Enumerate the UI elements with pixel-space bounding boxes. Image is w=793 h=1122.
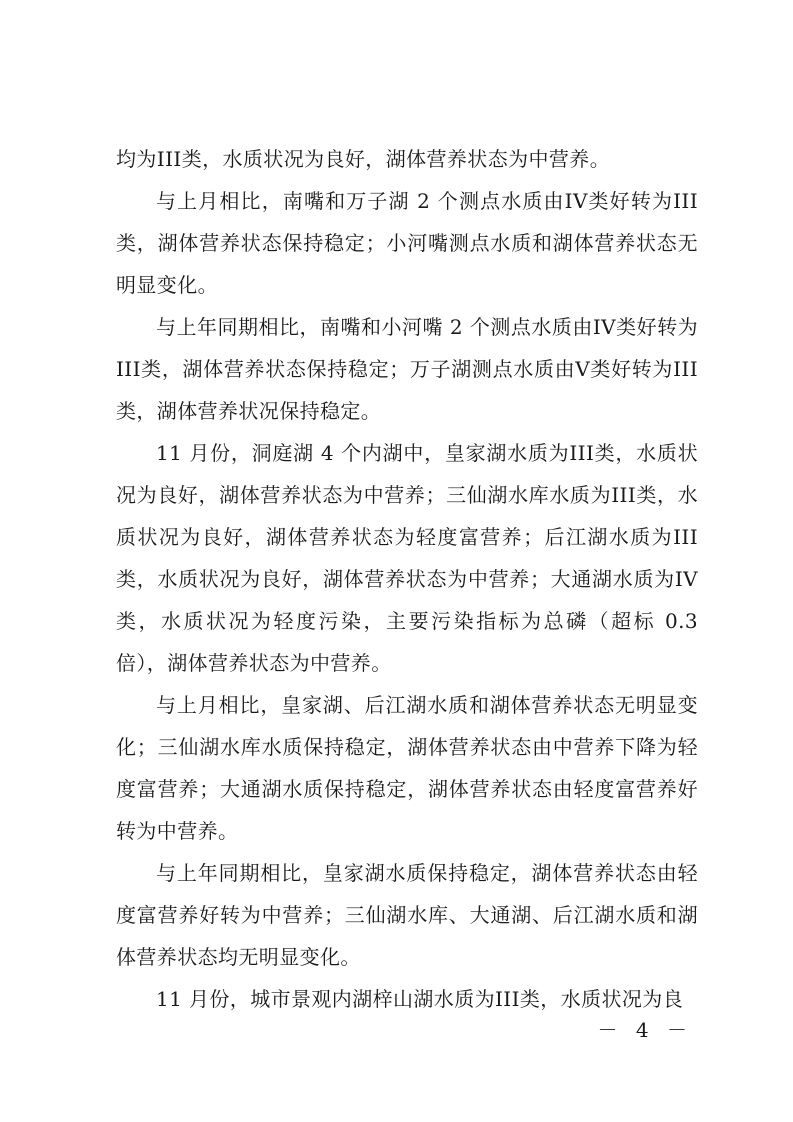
paragraph-monthly-comparison: 与上月相比，南嘴和万子湖 2 个测点水质由IV类好转为III类，湖体营养状态保持稳定；小河嘴测点水质和湖体营养状态无明显变化。 xyxy=(116,189,698,297)
paragraph-inner-lakes: 11 月份，洞庭湖 4 个内湖中，皇家湖水质为III类，水质状况为良好，湖体营养状态为中营养；三仙湖水库水质为III类，水质状况为良好，湖体营养状态为轻度富营养；后江湖水质为III类，水质状况为良好，湖体营养状态为中营养；大通湖水质为IV类，水质状况为轻度污染，主要污染指标为总磷（超标 0.3 倍），湖体营养状态为中营养。 xyxy=(116,441,698,675)
paragraph-continuation: 均为III类，水质状况为良好，湖体营养状态为中营养。 xyxy=(116,147,611,171)
paragraph-yearly-comparison: 与上年同期相比，南嘴和小河嘴 2 个测点水质由IV类好转为III类，湖体营养状态保持稳定；万子湖测点水质由V类好转为III类，湖体营养状况保持稳定。 xyxy=(116,315,698,423)
body-text xyxy=(116,138,698,1020)
paragraph-inner-lakes-monthly: 与上月相比，皇家湖、后江湖水质和湖体营养状态无明显变化；三仙湖水库水质保持稳定，湖体营养状态由中营养下降为轻度富营养；大通湖水质保持稳定，湖体营养状态由轻度富营养好转为中营养。 xyxy=(116,693,698,843)
paragraph-city-lake: 11 月份，城市景观内湖梓山湖水质为III类，水质状况为良 xyxy=(156,987,684,1011)
page-number: － 4 － xyxy=(597,1018,693,1042)
paragraph-inner-lakes-yearly: 与上年同期相比，皇家湖水质保持稳定，湖体营养状态由轻度富营养好转为中营养；三仙湖水库、大通湖、后江湖水质和湖体营养状态均无明显变化。 xyxy=(116,861,698,969)
